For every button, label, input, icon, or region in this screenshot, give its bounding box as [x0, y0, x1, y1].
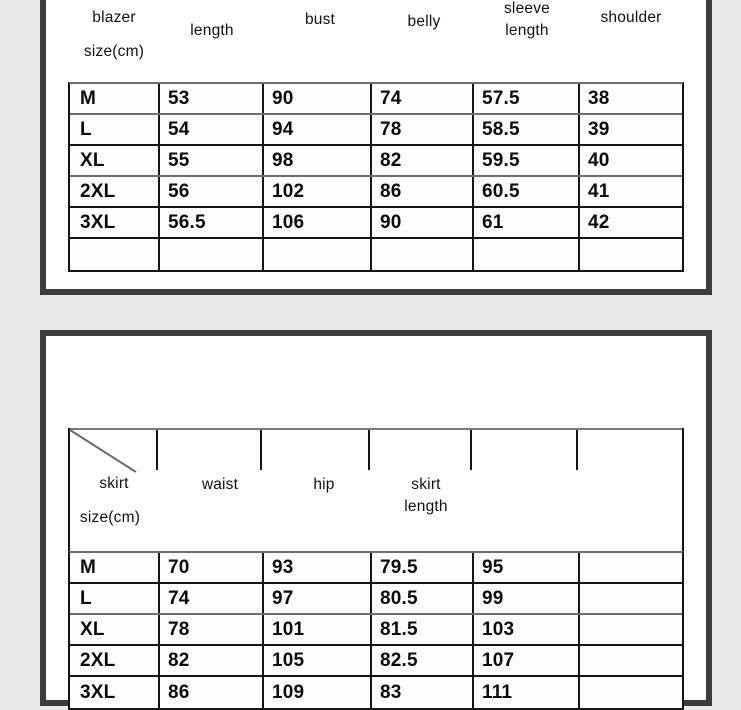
cell-bust	[262, 239, 370, 270]
cell-skirt-length: 80.5	[380, 587, 418, 609]
blazer-header-size-label	[68, 9, 160, 62]
cell-shoulder	[578, 239, 682, 270]
cell-shoulder: 40	[588, 149, 610, 171]
cell-shoulder: 39	[588, 118, 610, 140]
cell-sleeve	[472, 239, 578, 270]
skirt-header-waist: waist	[201, 476, 239, 493]
cell-length: 55	[168, 149, 190, 171]
blazer-header-size-line2: size(cm)	[83, 43, 145, 61]
skirt-header-divider-3	[368, 430, 370, 470]
cell-extra-1: 99	[482, 587, 504, 609]
cell-extra-2	[578, 584, 682, 613]
cell-size: 3XL	[80, 211, 116, 233]
skirt-header-size-line1: skirt	[99, 475, 129, 492]
table-row	[70, 615, 682, 646]
cell-extra-1: 111	[482, 681, 513, 703]
cell-waist: 78	[168, 618, 190, 640]
cell-extra-1: 95	[482, 556, 504, 578]
cell-extra-1: 103	[482, 618, 515, 640]
corner-diagonal-line	[68, 428, 158, 474]
blazer-header-length: length	[190, 22, 234, 39]
skirt-header-divider-2	[260, 430, 262, 470]
cell-bust: 106	[272, 211, 305, 233]
cell-waist: 86	[168, 681, 190, 703]
cell-hip: 105	[272, 649, 305, 671]
cell-extra-2	[578, 615, 682, 644]
table-row	[70, 239, 682, 270]
cell-size: XL	[80, 149, 105, 171]
blazer-panel	[40, 0, 712, 295]
skirt-header-divider-5	[576, 430, 578, 470]
cell-skirt-length: 82.5	[380, 649, 418, 671]
cell-sleeve: 59.5	[482, 149, 520, 171]
cell-shoulder: 38	[588, 87, 610, 109]
cell-length: 54	[168, 118, 190, 140]
table-row	[70, 115, 682, 146]
cell-size: 3XL	[80, 681, 116, 703]
cell-hip: 93	[272, 556, 294, 578]
blazer-header-bust: bust	[304, 11, 336, 28]
cell-length	[158, 239, 262, 270]
cell-skirt-length: 79.5	[380, 556, 418, 578]
cell-bust: 98	[272, 149, 294, 171]
cell-size: L	[80, 587, 92, 609]
blazer-data-grid	[68, 82, 684, 272]
cell-shoulder: 42	[588, 211, 610, 233]
cell-size	[70, 239, 158, 270]
blazer-header-sleeve-length	[478, 0, 576, 43]
blazer-header-sleeve-line2: length	[505, 22, 549, 40]
cell-extra-2	[578, 553, 682, 582]
cell-sleeve: 61	[482, 211, 504, 233]
cell-size: M	[80, 556, 97, 578]
table-row	[70, 677, 682, 708]
cell-waist: 70	[168, 556, 190, 578]
skirt-header-skirt-line1: skirt	[411, 476, 441, 493]
table-row	[70, 177, 682, 208]
cell-length: 53	[168, 87, 190, 109]
cell-skirt-length: 83	[380, 681, 402, 703]
cell-belly: 86	[380, 180, 402, 202]
skirt-panel	[40, 330, 712, 706]
cell-belly: 78	[380, 118, 402, 140]
skirt-data-grid	[68, 551, 684, 710]
cell-hip: 97	[272, 587, 294, 609]
cell-waist: 82	[168, 649, 190, 671]
table-row	[70, 646, 682, 677]
skirt-header-size-label	[68, 475, 160, 528]
skirt-header-hip: hip	[313, 476, 335, 493]
cell-extra-1: 107	[482, 649, 515, 671]
cell-length: 56	[168, 180, 190, 202]
skirt-header-size-line2: size(cm)	[79, 509, 141, 527]
table-row	[70, 584, 682, 615]
cell-size: M	[80, 87, 97, 109]
skirt-header-skirt-line2: length	[404, 498, 448, 516]
skirt-header-divider-4	[470, 430, 472, 470]
blazer-header-belly: belly	[407, 13, 441, 30]
cell-bust: 94	[272, 118, 294, 140]
cell-sleeve: 57.5	[482, 87, 520, 109]
cell-sleeve: 60.5	[482, 180, 520, 202]
cell-bust: 102	[272, 180, 305, 202]
cell-shoulder: 41	[588, 180, 610, 202]
cell-size: XL	[80, 618, 105, 640]
blazer-header-size-line1: blazer	[92, 9, 136, 26]
cell-size: L	[80, 118, 92, 140]
cell-waist: 74	[168, 587, 190, 609]
skirt-header-skirt-length	[380, 474, 472, 519]
cell-size: 2XL	[80, 180, 116, 202]
cell-belly: 90	[380, 211, 402, 233]
cell-bust: 90	[272, 87, 294, 109]
cell-belly: 82	[380, 149, 402, 171]
cell-length: 56.5	[168, 211, 206, 233]
cell-skirt-length: 81.5	[380, 618, 418, 640]
cell-extra-2	[578, 677, 682, 708]
cell-sleeve: 58.5	[482, 118, 520, 140]
blazer-header-shoulder: shoulder	[600, 9, 662, 26]
cell-belly: 74	[380, 87, 402, 109]
table-row	[70, 146, 682, 177]
table-row	[70, 208, 682, 239]
table-row	[70, 553, 682, 584]
table-row	[70, 84, 682, 115]
cell-extra-2	[578, 646, 682, 675]
cell-size: 2XL	[80, 649, 116, 671]
skirt-header-top-rule	[68, 428, 684, 430]
cell-hip: 109	[272, 681, 305, 703]
cell-hip: 101	[272, 618, 305, 640]
blazer-header-sleeve-line1: sleeve	[503, 0, 550, 17]
skirt-header-right-border	[682, 428, 684, 551]
cell-belly	[370, 239, 472, 270]
